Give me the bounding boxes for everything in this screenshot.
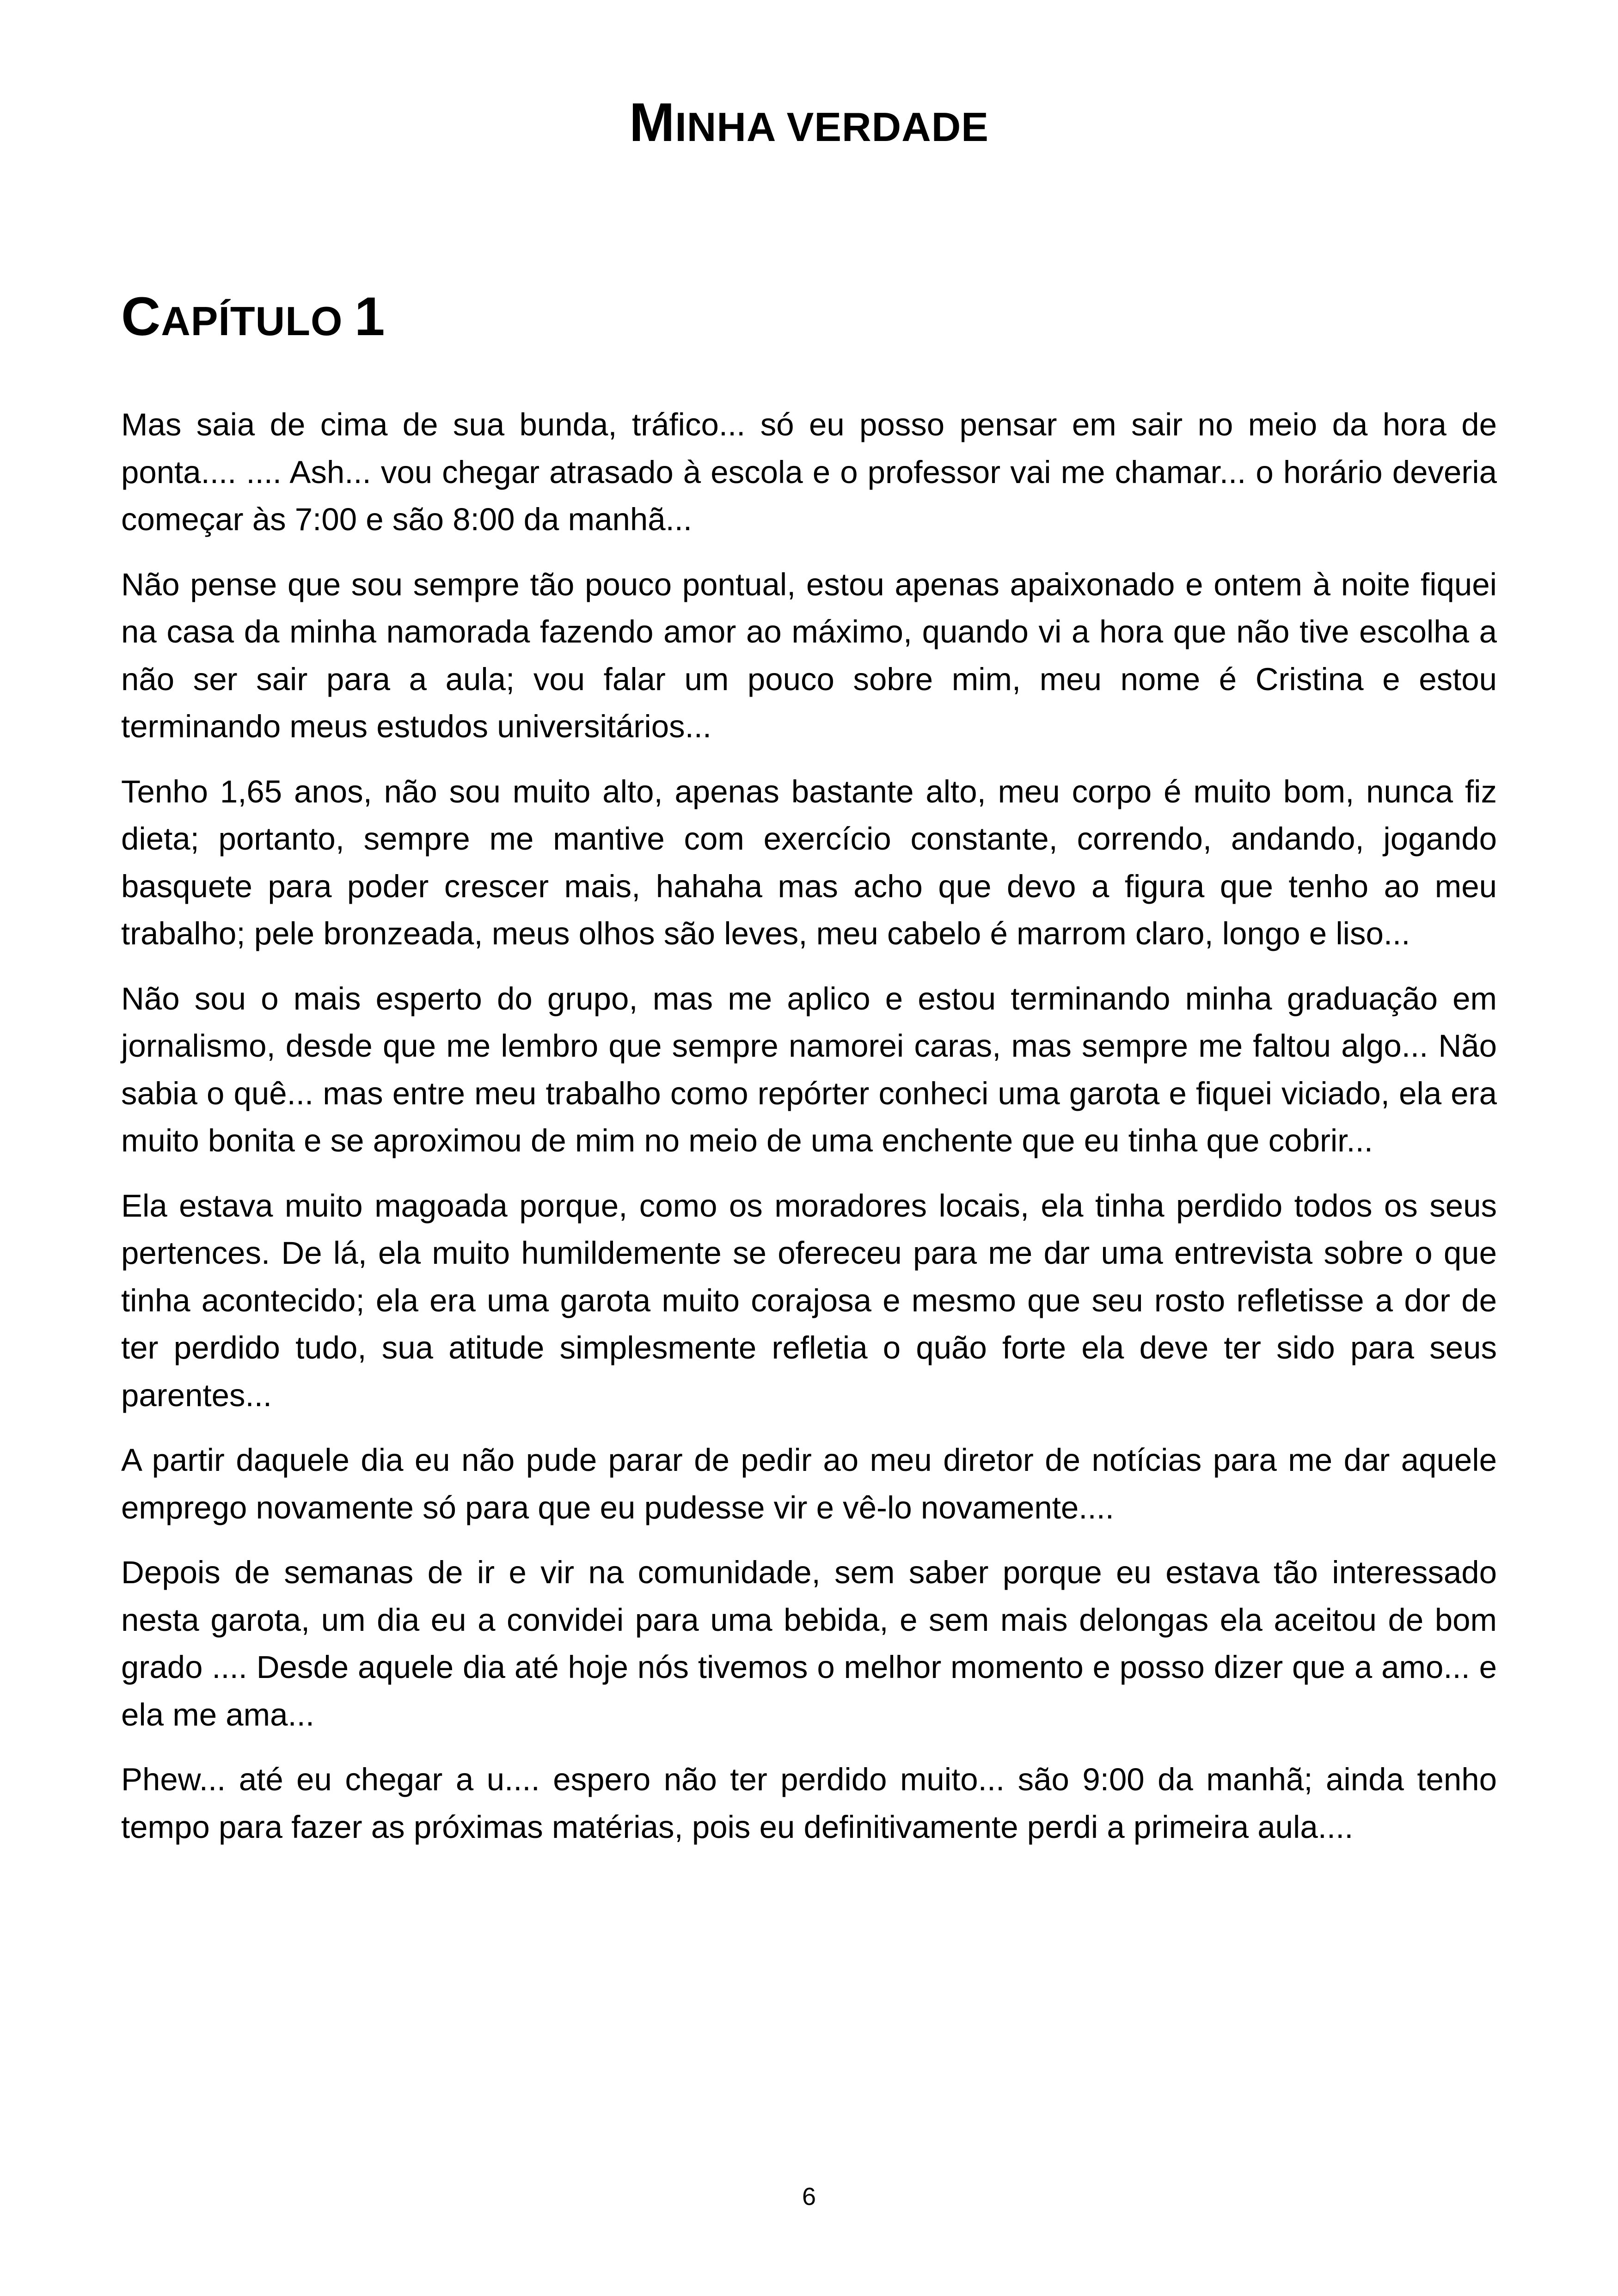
paragraph: Ela estava muito magoada porque, como os moradores locais, ela tinha perdido todos os seus pertences. De lá, ela muito humildemente se ofereceu para me dar uma entrevista sobre o que tinha acontecido; ela era uma garota muito corajosa e mesmo que seu rosto refletisse a dor de ter perdido tudo, sua atitude simplesmente refletia o quão forte ela deve ter sido para seus parentes...: [121, 1188, 1497, 1413]
paragraph: Tenho 1,65 anos, não sou muito alto, apenas bastante alto, meu corpo é muito bom, nunca fiz dieta; portanto, sempre me mantive com exercício constante, correndo, andando, jogando basquete para poder crescer mais, hahaha mas acho que devo a figura que tenho ao meu trabalho; pele bronzeada, meus olhos são leves, meu cabelo é marrom claro, longo e liso...: [121, 773, 1497, 951]
book-title-initial: M: [629, 92, 675, 153]
book-title-rest: INHA VERDADE: [675, 104, 989, 150]
chapter-body: [121, 401, 1497, 1868]
chapter-title-rest: APÍTULO: [161, 298, 343, 344]
paragraph: Depois de semanas de ir e vir na comunidade, sem saber porque eu estava tão interessado nesta garota, um dia eu a convidei para uma bebida, e sem mais delongas ela aceitou de bom grado .... Desde aquele dia até hoje nós tivemos o melhor momento e posso dizer que a amo... e ela me ama...: [121, 1555, 1497, 1733]
chapter-title: [121, 284, 386, 350]
paragraph: A partir daquele dia eu não pude parar de pedir ao meu diretor de notícias para me dar aquele emprego novamente só para que eu pudesse vir e vê-lo novamente....: [121, 1442, 1497, 1525]
chapter-number: 1: [354, 286, 386, 347]
book-title: [0, 90, 1618, 156]
paragraph: Não sou o mais esperto do grupo, mas me aplico e estou terminando minha graduação em jornalismo, desde que me lembro que sempre namorei caras, mas sempre me faltou algo... Não sabia o quê... mas entre meu trabalho como repórter conheci uma garota e fiquei viciado, ela era muito bonita e se aproximou de mim no meio de uma enchente que eu tinha que cobrir...: [121, 980, 1497, 1158]
page-number: 6: [802, 2183, 816, 2210]
paragraph: Mas saia de cima de sua bunda, tráfico... só eu posso pensar em sair no meio da hora de ponta.... .... Ash... vou chegar atrasado à escola e o professor vai me chamar... o horário deveria começar às 7:00 e são 8:00 da manhã...: [121, 407, 1497, 537]
paragraph: Phew... até eu chegar a u.... espero não ter perdido muito... são 9:00 da manhã; ainda tenho tempo para fazer as próximas matérias, pois eu definitivamente perdi a primeira aula....: [121, 1762, 1497, 1845]
chapter-title-initial: C: [121, 286, 161, 347]
paragraph: Não pense que sou sempre tão pouco pontual, estou apenas apaixonado e ontem à noite fiquei na casa da minha namorada fazendo amor ao máximo, quando vi a hora que não tive escolha a não ser sair para a aula; vou falar um pouco sobre mim, meu nome é Cristina e estou terminando meus estudos universitários...: [121, 566, 1497, 744]
